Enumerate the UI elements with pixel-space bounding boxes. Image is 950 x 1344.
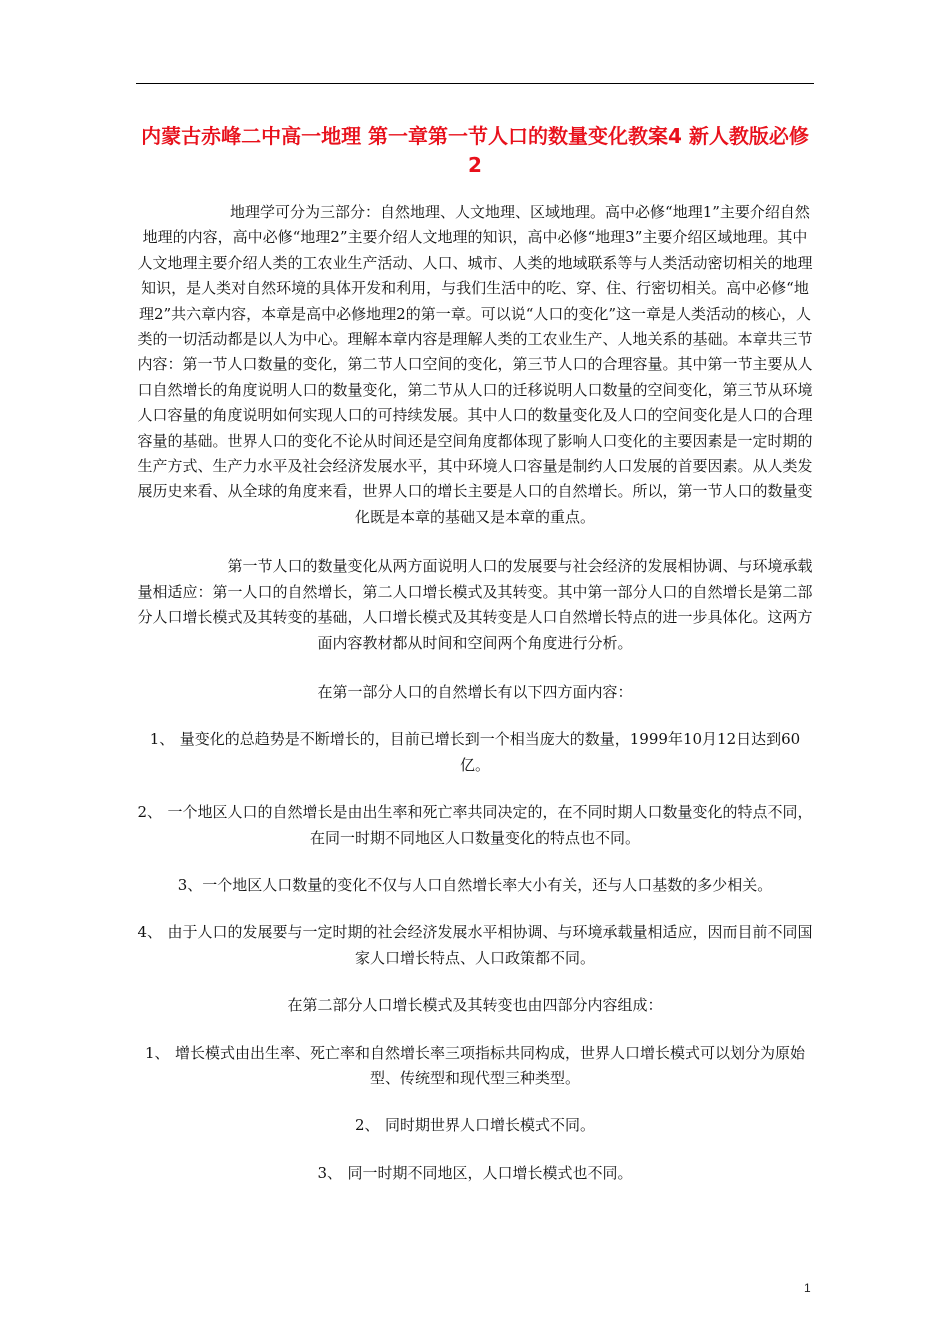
item-text: 3、一个地区人口数量的变化不仅与人口自然增长率大小有关，还与人口基数的多少相关。 [177, 875, 773, 894]
part1-item-3 [136, 873, 814, 898]
item-text: 由于人口的发展要与一定时期的社会经济发展水平相协调、与环境承载量相适应，因而目前不同国家人口增长特点、人口政策都不同。 [167, 923, 813, 967]
item-number: 4、 [137, 923, 163, 942]
item-text: 增长模式由出生率、死亡率和自然增长率三项指标共同构成，世界人口增长模式可以划分为原始型、传统型和现代型三种类型。 [174, 1043, 805, 1087]
part1-intro: 在第一部分人口的自然增长有以下四方面内容： [317, 682, 633, 701]
item-text: 同一时期不同地区，人口增长模式也不同。 [347, 1163, 633, 1182]
item-number: 1、 [144, 1043, 170, 1062]
item-number: 1、 [149, 730, 175, 749]
item-text: 量变化的总趋势是不断增长的，目前已增长到一个相当庞大的数量，1999年10月12日达到60亿。 [179, 730, 801, 774]
part1-item-4 [136, 920, 814, 971]
part2-intro: 在第二部分人口增长模式及其转变也由四部分内容组成： [287, 996, 663, 1015]
item-text: 同时期世界人口增长模式不同。 [384, 1116, 595, 1135]
item-text: 一个地区人口的自然增长是由出生率和死亡率共同决定的，在不同时期人口数量变化的特点不同，在同一时期不同地区人口数量变化的特点也不同。 [167, 803, 813, 847]
part2-item-1 [136, 1041, 814, 1092]
part1-item-2 [136, 800, 814, 851]
part1-item-1 [136, 727, 814, 778]
part2-item-3 [136, 1161, 814, 1186]
item-number: 2、 [137, 803, 163, 822]
header-rule [136, 83, 814, 84]
intro-paragraph: 地理学可分为三部分：自然地理、人文地理、区域地理。高中必修“地理1”主要介绍自然地理的内容，高中必修“地理2”主要介绍人文地理的知识，高中必修“地理3”主要介绍区域地理。其中人文地理主要介绍人类的工农业生产活动、人口、城市、人类的地域联系等与人类活动密切相关的地理知识，是人类对自然环境的具体开发和利用，与我们生活中的吃、穿、住、行密切相关。高中必修“地理2”共六章内容，本章是高中必修地理2的第一章。可以说“人口的变化”这一章是人类活动的核心，人类的一切活动都是以人为中心。理解本章内容是理解人类的工农业生产、人地关系的基础。本章共三节内容：第一节人口数量的变化，第二节人口空间的变化，第三节人口的合理容量。其中第一节主要从人口自然增长的角度说明人口的数量变化，第二节从人口的迁移说明人口数量的空间变化，第三节从环境人口容量的角度说明如何实现人口的可持续发展。其中人口的数量变化及人口的空间变化是人口的合理容量的基础。世界人口的变化不论从时间还是空间角度都体现了影响人口变化的主要因素是一定时期的生产方式、生产力水平及社会经济发展水平，其中环境人口容量是制约人口发展的首要因素。从人类发展历史来看、从全球的角度来看，世界人口的增长主要是人口的自然增长。所以，第一节人口的数量变化既是本章的基础又是本章的重点。 [137, 203, 813, 526]
part2-item-2 [136, 1113, 814, 1138]
document-title: 内蒙古赤峰二中高一地理 第一章第一节人口的数量变化教案4 新人教版必修2 [141, 124, 809, 177]
item-number: 3、 [317, 1163, 343, 1182]
page-number: 1 [804, 1281, 811, 1295]
document-body [136, 200, 814, 1186]
section-overview-paragraph: 第一节人口的数量变化从两方面说明人口的发展要与社会经济的发展相协调、与环境承载量相适应：第一人口的自然增长，第二人口增长模式及其转变。其中第一部分人口的自然增长是第二部分人口增长模式及其转变的基础，人口增长模式及其转变是人口自然增长特点的进一步具体化。这两方面内容教材都从时间和空间两个角度进行分析。 [137, 557, 813, 652]
item-number: 2、 [354, 1116, 380, 1135]
